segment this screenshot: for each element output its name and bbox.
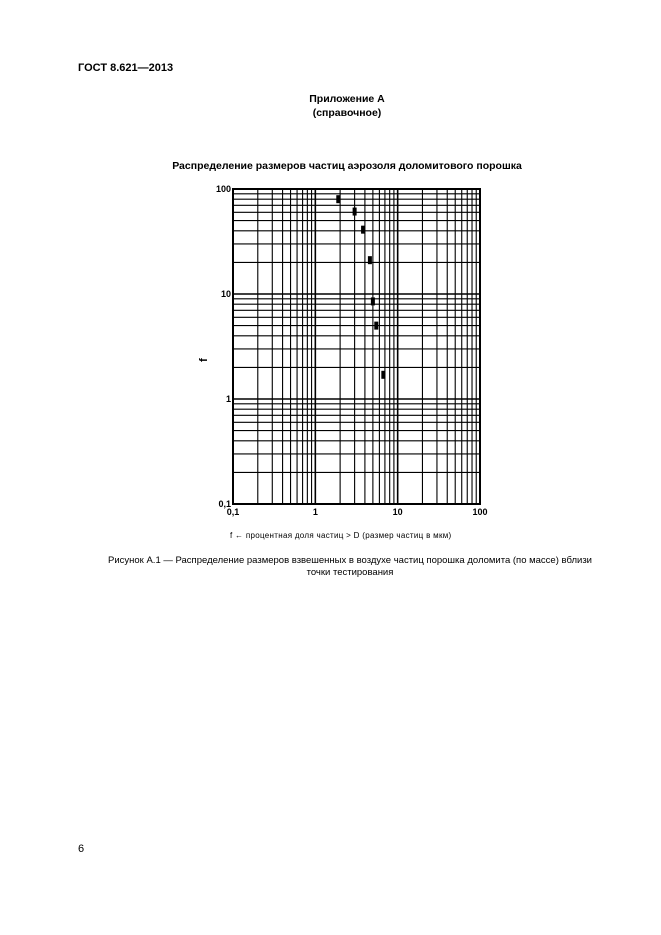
chart-title: Распределение размеров частиц аэрозоля доломитового порошка [172,160,522,172]
y-tick-label: 10 [220,289,231,299]
figure-caption [80,555,620,579]
y-tick-label: 100 [215,184,231,194]
data-point [353,208,357,216]
page-number: 6 [78,843,85,855]
y-tick-label: 1 [225,394,231,404]
x-tick-label: 1 [312,507,318,517]
x-tick-label: 10 [392,507,403,517]
y-tick-label: 0,1 [218,499,231,509]
plot-frame [233,189,480,504]
figure-caption-line2: точки тестирования [306,567,394,578]
appendix-title: Приложение А [309,93,385,105]
standard-number: ГОСТ 8.621—2013 [78,62,174,74]
data-point [371,297,375,305]
x-axis-label: f ← процентная доля частиц > D (размер частиц в мкм) [230,531,452,540]
chart-data-points [336,195,385,379]
data-point [374,322,378,330]
figure-caption-line1: Рисунок А.1 — Распределение размеров взвешенных в воздухе частиц порошка доломита (по массе) вблизи [108,555,592,566]
y-axis-label: f [198,358,210,362]
x-tick-label: 100 [472,507,488,517]
data-point [368,256,372,264]
data-point [336,195,340,203]
data-point [361,226,365,234]
chart-axes [233,189,480,504]
data-point [381,371,385,379]
x-tick-label: 0,1 [226,507,240,517]
chart-grid [233,189,480,504]
appendix-type: (справочное) [312,107,382,119]
appendix-heading [0,92,661,120]
particle-size-chart [195,180,495,520]
